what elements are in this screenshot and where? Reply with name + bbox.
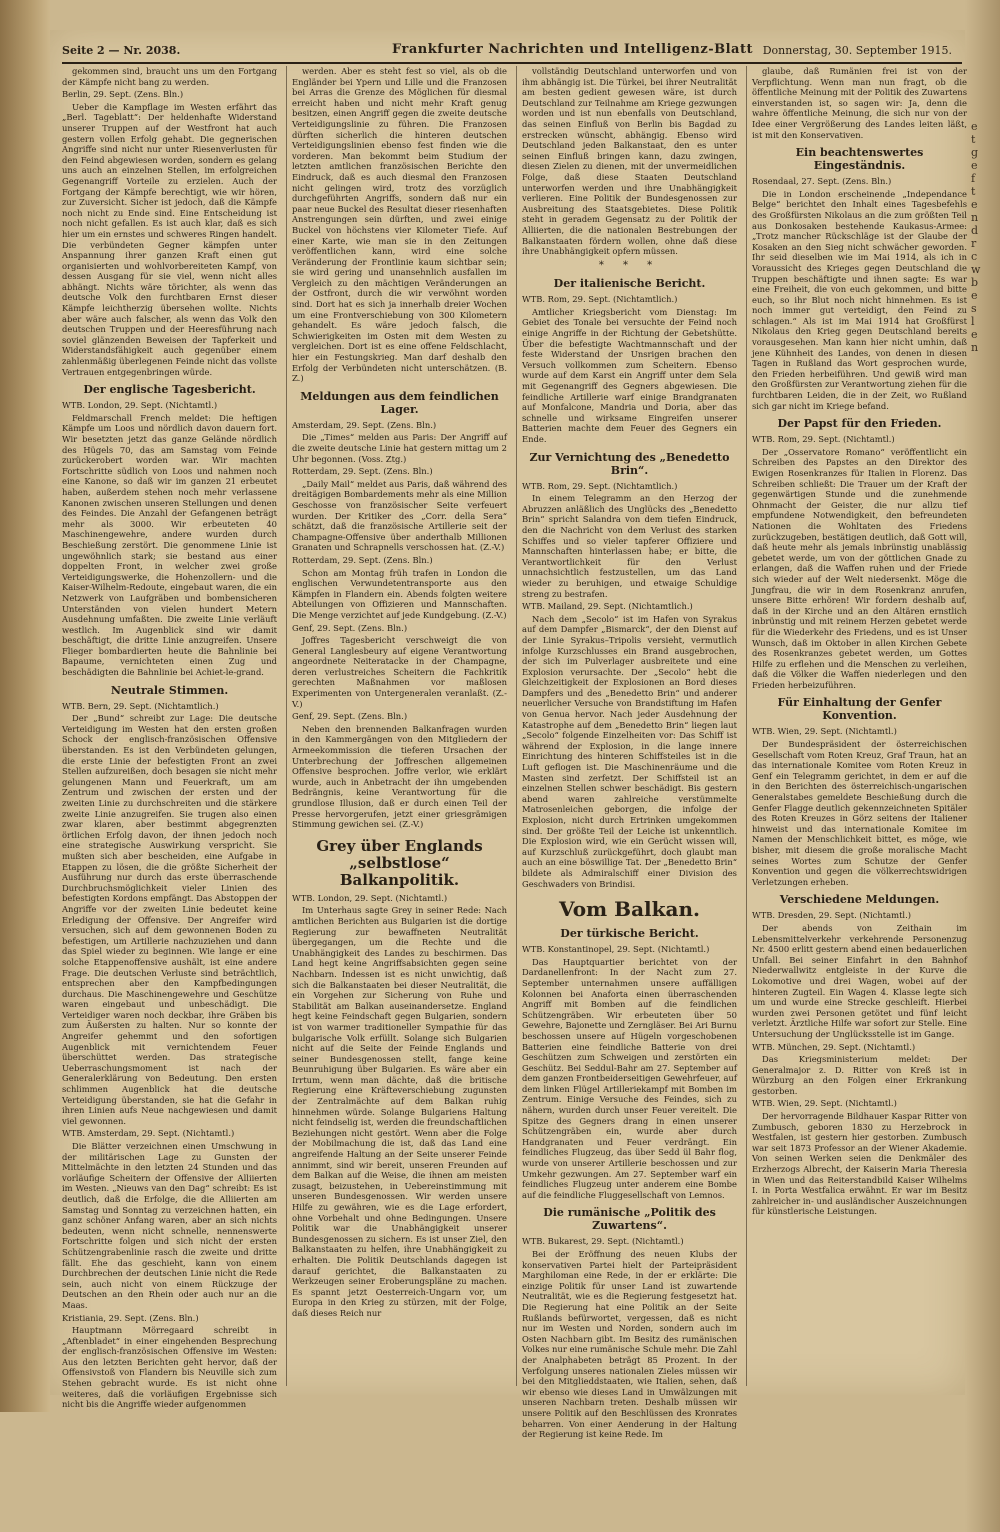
separator-stars: * * *: [598, 259, 661, 271]
dateline: WTB. Dresden, 29. Sept. (Nichtamtl.): [752, 910, 912, 921]
dateline: WTB. Bukarest, 29. Sept. (Nichtamtl.): [522, 1236, 684, 1247]
article-paragraph: glaube, daß Rumänien frei ist von der Verpflichtung. Wenn man nun fragt, ob die öffentliche Meinung mit der Politik des Zuwartens einverstanden ist, so sagen wir: Ja, denn die wahre öffentliche Meinung, die sich nur von der Idee einer Vergrößerung des Landes leiten läßt, ist mit den Konservativen.: [752, 66, 967, 140]
major-headline: Grey über Englands „selbstlose“ Balkanpolitik.: [316, 836, 483, 889]
page-binding: [0, 0, 50, 1412]
dateline: Amsterdam, 29. Sept. (Zens. Bln.): [292, 419, 437, 430]
article-headline: Die rumänische „Politik des Zuwartens“.: [543, 1206, 716, 1233]
article-headline: Ein beachtenswertes Eingeständnis.: [795, 146, 924, 173]
column-rule: [746, 66, 747, 1386]
article-paragraph: In einem Telegramm an den Herzog der Abruzzen anläßlich des Unglücks des „Benedetto Brin“ spricht Salandra von dem tiefen Eindruck, den die Nachricht von dem Verlust des starken Schiffes und so vieler tapferer Offiziere und Mannschaften hinterlassen habe; er bitte, die Verantwortlichkeit für den Verlust unnachsichtlich festzustellen, um das Land wieder zu beruhigen, und etwaige Schuldige streng zu bestrafen.: [522, 493, 737, 599]
dateline: WTB. London, 29. Sept. (Nichtamtl.): [62, 400, 218, 411]
article-paragraph: Schon am Montag früh trafen in London die englischen Verwundetentransporte aus den Kämpfen in Flandern ein. Abends folgten weitere Abteilungen von Offizieren und Mannschaften. Die Menge verzichtet auf jede Kundgebung. (Z.-V.): [292, 567, 507, 620]
article-headline: Der Papst für den Frieden.: [777, 417, 942, 431]
dateline: Rotterdam, 29. Sept. (Zens. Bln.): [292, 554, 433, 565]
section-headline: Vom Balkan.: [559, 897, 700, 922]
dateline: WTB. München, 29. Sept. (Nichtamtl.): [752, 1041, 916, 1052]
article-paragraph: Der Bundespräsident der österreichischen Gesellschaft vom Roten Kreuz, Graf Traun, hat an das internationale Komitee vom Roten Kreuz in Genf ein Telegramm gerichtet, in dem er auf die in den Berichten des österreichisch-ungarischen Generalstabes gemeldete Beschießung durch die Genfer Flagge deutlich gekennzeichneten Spitäler des Roten Kreuzes in Görz seitens der Italiener hinweist und das internationale Komitee im Namen der Menschlichkeit bittet, es möge, wie bisher, mit diesem die große moralische Macht seines Wortes zum Schutze der Genfer Konvention und gegen die völkerrechtswidrigen Verletzungen erheben.: [752, 739, 967, 887]
dateline: Kristiania, 29. Sept. (Zens. Bln.): [62, 1312, 199, 1323]
article-headline: Verschiedene Meldungen.: [779, 893, 940, 907]
article-paragraph: Feldmarschall French meldet: Die heftigen Kämpfe um Loos und nördlich davon dauern fort. Wir besetzten jetzt das ganze Gelände nördlich des Hügels 70, das am Samstag vom Feinde zurückerobert worden war. Wir machten Fortschritte südlich von Loos und nahmen noch eine Kanone, so daß wir im ganzen 21 erbeutet haben, außerdem stehen noch mehr verlassene Kanonen zwischen unseren Stellungen und denen des Feindes. Die Anzahl der Gefangenen beträgt mehr als 3000. Wir erbeuteten 40 Maschinengewehre, andere wurden durch Beschießung zerstört. Die genommene Linie ist ungewöhnlich stark; sie bestand aus einer doppelten Front, in welcher zwei große Verteidigungswerke, die Hohenzollern- und die Kaiser-Wilhelm-Redoute, eingebaut waren, die ein Netzwerk von Laufgräben und bombensicheren Unterständen von vielen hundert Metern Ausdehnung umfaßten. Die zweite Linie verläuft westlich. Im Augenblick sind wir damit beschäftigt, die dritte Linie anzugreifen. Unsere Flieger bombardierten heute die Bahnlinie bei Bapaume, vernichteten einen Zug und beschädigten die Bahnlinie bei Achiet-le-grand.: [62, 412, 277, 678]
article-headline: Der italienische Bericht.: [553, 277, 706, 291]
article-paragraph: Die „Times“ melden aus Paris: Der Angriff auf die zweite deutsche Linie hat gestern mittag um 2 Uhr begonnen. (Voss. Ztg.): [292, 432, 507, 464]
dateline: Rosendaal, 27. Sept. (Zens. Bln.): [752, 176, 892, 187]
dateline: WTB. Wien, 29. Sept. (Nichtamtl.): [752, 1098, 897, 1109]
dateline: WTB. Rom, 29. Sept. (Nichtamtlich.): [522, 480, 678, 491]
article-headline: Zur Vernichtung des „Benedetto Brin“.: [529, 450, 730, 477]
dateline: Genf, 29. Sept. (Zens. Bln.): [292, 622, 408, 633]
dateline: WTB. London, 29. Sept. (Nichtamtl.): [292, 892, 448, 903]
article-paragraph: Nach dem „Secolo“ ist im Hafen von Syrakus auf dem Dampfer „Bismarck“, der den Dienst auf der Linie Syrakus–Tripolis versieht, vermutlich infolge Kurzschlusses ein Brand ausgebrochen, der sich im Pulverlager ausbreitete und eine Explosion verursachte. Der „Secolo“ hebt die Gleichzeitigkeit der Explosionen an Bord dieses Dampfers und des „Benedetto Brin“ und anderer neuerlicher Versuche von Brandstiftung im Hafen von Genua hervor. Nach jeder Ausdehnung der Katastrophe auf dem „Benedetto Brin“ liegen laut „Secolo“ folgende Einzelheiten vor: Das Schiff ist während der Explosion, in die lange innere Einrichtung des hinteren Schiffsteiles ist in die Luft geflogen ist. Die Maschinenräume und die Masten sind zerfetzt. Der Schiffsteil ist an einzelnen Stellen schwer beschädigt. Bis gestern abend waren zahlreiche verstümmelte Matrosenleichen geborgen, die infolge der Explosion, nicht durch Ertrinken umgekommen sind. Der größte Teil der Leiche ist unkenntlich. Die Explosion wird, wie ein Gerücht wissen will, auf Kurzschluß zurückgeführt, doch glaubt man auch an eine böswillige Tat. Der „Benedetto Brin“ bildete als Admiralschiff einer Division des Geschwaders von Brindisi.: [522, 613, 737, 889]
column-3: [522, 66, 737, 1440]
article-paragraph: Im Unterhaus sagte Grey in seiner Rede: Nach amtlichen Berichten aus Bulgarien ist die dortige Regierung zur bewaffneten Neutralität übergegangen, um die Rechte und die Unabhängigkeit des Landes zu beschirmen. Das Land hegt keine Angriffsabsichten gegen seine Nachbarn. Indessen ist es nicht unwichtig, daß sich die Balkanstaaten bei dieser Neutralität, die ein Vorgehen zur Sicherung von Ruhe und Stabilität am Balkan auseinandersetze. England hegt keine Feindschaft gegen Bulgarien, sondern ist von warmer traditioneller Sympathie für das bulgarische Volk erfüllt. Solange sich Bulgarien nicht auf die Seite der Feinde Englands und seiner Bundesgenossen stellt, fange keine Beunruhigung über Bulgarien. Es wäre aber ein Irrtum, wenn man dächte, daß die britische Regierung eine Kräfteverschiebung zugunsten der Zentralmächte auf dem Balkan ruhig hinnehmen würde. Solange Bulgariens Haltung nicht feindselig ist, werden die freundschaftlichen Beziehungen nicht gestört. Wenn aber die Folge der Mobilmachung die ist, daß das Land eine angreifende Haltung an der Seite unserer Feinde annimmt, sind wir bereit, unseren Freunden auf dem Balkan auf die Weise, die ihnen am meisten zusagt, beizustehen, in Uebereinstimmung mit unseren Bundesgenossen. Wir werden unsere Hilfe zu gewähren, wie es die Lage erfordert, ohne Vorbehalt und ohne Bedingungen. Unsere Politik war die Unabhängigkeit unserer Bundesgenossen zu sichern. Es ist unser Ziel, den Balkanstaaten zu helfen, ihre Unabhängigkeit zu erhalten. Die Politik Deutschlands dagegen ist darauf gerichtet, die Balkanstaaten zu Werkzeugen seiner Eroberungspläne zu machen. Es spannt jetzt Oesterreich-Ungarn vor, um Europa in den Krieg zu stürzen, mit der Folge, daß dieses Reich nur: [292, 905, 507, 1318]
edge-fragment-letter: w: [971, 263, 981, 276]
article-paragraph: Der abends von Zeithain im Lebensmittelverkehr verkehrende Personenzug Nr. 4500 erlitt gestern abend einen bedauerlichen Unfall. Bei seiner Einfahrt in den Bahnhof Niederwallwitz entgleiste in der Kurve die Lokomotive und drei Wagen, wobei auf der hinteren Zugteil. Ein Wagen 4. Klasse legte sich um und wurde eine Strecke geschleift. Hierbei wurden zwei Personen getötet und fünf leicht verletzt. Ärztliche Hilfe war sofort zur Stelle. Eine Untersuchung der Unglücksstelle ist im Gange.: [752, 922, 967, 1039]
dateline: WTB. Rom, 29. Sept. (Nichtamtlich.): [522, 294, 678, 305]
edge-fragment-letter: d: [971, 224, 979, 237]
article-headline: Meldungen aus dem feindlichen Lager.: [300, 389, 499, 416]
article-paragraph: Hauptmann Mörregaard schreibt in „Aftenbladet“ in einer eingehenden Besprechung der englisch-französischen Offensive im Westen: Aus den letzten Berichten geht hervor, daß der Offensivstoß von Flandern bis Neuville sich zum Stehen gebracht wurde. Es ist nicht ohne weiteres, daß die vorläufigen Ergebnisse sich nicht bis die Angriffe wieder aufgenommen: [62, 1325, 277, 1410]
article-headline: Der englische Tagesbericht.: [83, 383, 256, 397]
article-headline: Für Einhaltung der Genfer Konvention.: [777, 696, 942, 723]
dateline: WTB. Amsterdam, 29. Sept. (Nichtamtl.): [62, 1128, 235, 1139]
article-paragraph: Der „Osservatore Romano“ veröffentlicht ein Schreiben des Papstes an den Direktor des Ewigen Rosenkranzes für Italien in Florenz. Das Schreiben schließt: Die Trauer um der Kraft der gegenwärtigen Stunde und die zunehmende Ohnmacht der Geister, die nur allzu tief empfundene Notwendigkeit, den befreundeten Nationen die Wohltaten des Friedens zurückzugeben, bestätigen deutlich, daß Gott will, daß heute mehr als jemals inbrünstig unablässig gebetet werde, um von der göttlichen Gnade zu erlangen, daß die Waffen ruhen und der Friede sich wieder auf der Welt niedersenkt. Möge die Jungfrau, die wir in dem Rosenkranz anrufen, unsere Bitte erhören! Wir fordern deshalb auf, daß in der Kirche und an den Altären ernstlich inbrünstig und mit reinem Herzen gebetet werde für die Wiederkehr des Friedens, und es ist Unser Wunsch, daß im Oktober in allen Kirchen Gebete des Rosenkranzes gebetet werden, um Gottes Hilfe zu erflehen und die Menschen zu verleihen, daß die Völker die Waffen niederlegen und den Frieden herbeizuführen.: [752, 446, 967, 690]
edge-fragment-letter: t: [971, 133, 976, 146]
article-paragraph: Das Hauptquartier berichtet von der Dardanellenfront: In der Nacht zum 27. September unternahmen unsere auffälligen Kolonnen bei Anaforta einen überraschenden Angriff mit Bomben auf die feindlichen Schützengräben. Wir erbeuteten über 50 Gewehre, Bajonette und Zerngläser. Bei Ari Burnu beschossen unsere auf Hügeln vorgeschobenen Batterien eine feindliche Batterie von drei Geschützen zum Schweigen und zerstörten ein Geschütz. Bei Seddul-Bahr am 27. September auf dem ganzen Frontbeiderseitigen Gewehrfeuer, auf dem linken Flügel Artilleriekampf mit Bomben im Zentrum. Einige Versuche des Feindes, sich zu nähern, wurden durch unser Feuer vereitelt. Die Spitze des Gegners drang in einen unserer Schützengräben ein, wurde aber durch Handgranaten und Feuer verdrängt. Ein feindliches Flugzeug, das über Sedd ül Bahr flog, wurde von unserer Artillerie beschossen und zur Umkehr gezwungen. Am 27. September warf ein feindliches Flugzeug unter anderem eine Bombe auf die feindliche Fluggesellschaft von Lemnos.: [522, 956, 737, 1200]
article-paragraph: Joffres Tagesbericht verschweigt die von General Langlesbeury auf eigene Verantwortung angeordnete Neiteratacke in der Champagne, deren verlustreiches Scheitern die Fachkritik gerechten Maßnahmen vor maßlosen Experimenten von Untergeneralen veranlaßt. (Z.-V.): [292, 635, 507, 709]
column-2: [292, 66, 507, 1386]
dateline: Rotterdam, 29. Sept. (Zens. Bln.): [292, 466, 433, 477]
edge-fragment-letter: e: [971, 289, 978, 302]
edge-fragment-letter: e: [971, 120, 978, 133]
newspaper-title: Frankfurter Nachrichten und Intelligenz-Blatt: [392, 42, 753, 57]
article-paragraph: Bei der Eröffnung des neuen Klubs der konservativen Partei hielt der Parteipräsident Marghiloman eine Rede, in der er erklärte: Die einzige Politik für unser Land ist zuwartende Neutralität, wie es die Regierung festgesetzt hat. Die Regierung hat eine Politik an der Seite Rußlands befürwortet, vergessen, daß es nicht nur im Westen und Norden, sondern auch im Osten Nachbarn gibt. Im Besitz des rumänischen Volkes nur eine rumänische Schule mehr. Die Zahl der Analphabeten beträgt 85 Prozent. In der Verfolgung unseres nationalen Zieles müssen wir bei den Mitglieddstaaten, wie Italien, sehen, daß wir ebenso wie dieses Land in Umwälzungen mit unseren Nachbarn treten. Deshalb müssen wir unsere Politik auf den Beschlüssen des Kronrates beharren. Von einer Aenderung in der Haltung der Regierung ist keine Rede. Im: [522, 1249, 737, 1440]
article-paragraph: Der „Bund“ schreibt zur Lage: Die deutsche Verteidigung im Westen hat den ersten großen Schock der englisch-französischen Offensive überstanden. Es ist den Verbündeten gelungen, die erste Linie der befestigten Front an zwei Stellen aufzureißen, doch besagen sie nicht mehr gelungenen Mann und Feuerkraft, um am Zentrum und zwischen der ersten und der zweiten Linie zu durchschreiten und die stärkere zweite Linie anzugreifen. Sie trugen also einen zwar klaren, aber bestimmt abgegrenzten örtlichen Erfolg davon, der ihnen jedoch noch eine strategische Auswirkung verspricht. Sie mußten sich aber bescheiden, eine Aufgabe in Etappen zu lösen, die die größte Sicherheit der Ausführung nur durch das erste überraschende Durchbruchsmöglichkeit vieler Linien des befestigten Kordons empfängt. Das Abstoppen der Angriffe vor der zweiten Linie bedeutet keine Erledigung der Offensive. Der Angreifer wird versuchen, sich auf dem gewonnenen Boden zu befestigen, um Artillerie nachzuziehen und dann das Spiel wieder zu beginnen. Wie lange er eine solche Etappenoffensive aushält, ist eine andere Frage. Die deutschen Verluste sind beträchtlich, entsprechen aber den Kampfbedingungen durchaus. Die Maschinengewehre und Geschütze waren eingebaut und unbeschädigt. Die Verteidiger waren noch deckbar, ihre Gräben bis zum Äußersten zu halten. Nur so konnte der Angreifer gehemmt und den sofortigen Augenblick mit vernichtendem Feuer überschüttet werden. Das strategische Ueberraschungsmoment ist nach der Generalerklärung von Bedeutung. Den ersten schlimmen Augenblick hat die deutsche Verteidigung überstanden, sie hat die Gefahr in ihren Linien aufs Neue nachgewiesen und damit viel gewonnen.: [62, 713, 277, 1126]
edge-fragment-letter: g: [971, 146, 979, 159]
edge-fragment-letter: l: [971, 315, 975, 328]
article-paragraph: Ueber die Kampflage im Westen erfährt das „Berl. Tageblatt“: Der heldenhafte Widerstand unserer Truppen auf der Westfront hat auch gestern vollen Erfolg gehabt. Die gegnerischen Angriffe sind nicht nur unter Riesenverlusten für den Feind abgewiesen worden, sondern es gelang uns auch an einzelnen Stellen, im erfolgreichen Gegenangriff Vorteile zu erzielen. Auch der Fortgang der Kämpfe berechtigt, wie wir hören, zur Zuversicht. Sicher ist jedoch, daß die Kämpfe noch nicht zu Ende sind. Eine Entscheidung ist noch nicht gefallen. Es ist auch klar, daß es sich hier um ein ernstes und schweres Ringen handelt. Die verbündeten Gegner kämpfen unter Anspannung ihrer ganzen Kraft einen gut organisierten und wohlvorbereiteten Kampf, von dessen Ausgang für sie viel, wenn nicht alles abhängt. Nichts wäre törichter, als wenn das deutsche Volk den furchtbaren Ernst dieser Kämpfe leichtherzig übersehen wollte. Nichts aber wäre auch falscher, als wenn das Volk den deutschen Truppen und der Heeresführung nach soviel glänzenden Beweisen der Tapferkeit und Widerstandsfähigkeit auch gegenüber einem zahlenmäßig überlegenen Feinde nicht das vollste Vertrauen entgegenbringen würde.: [62, 101, 277, 377]
article-paragraph: Das Kriegsministerium meldet: Der Generalmajor z. D. Ritter von Kreß ist in Würzburg an den Folgen einer Erkrankung gestorben.: [752, 1054, 967, 1096]
article-paragraph: vollständig Deutschland unterworfen und von ihm abhängig ist. Die Türkei, bei ihrer Neutralität am besten gedient gewesen wäre, ist durch Deutschland zur Teilnahme am Kriege gezwungen worden und ist nun ebenfalls von Deutschland, das seinen Einfluß von Berlin bis Bagdad zu erstrecken wünscht, abhängig. Ebenso wird Deutschland jeden Balkanstaat, den es unter seinen Einfluß bringen kann, dazu zwingen, diesen Zielen zu dienen, mit der unvermeidlichen Folge, daß diese Staaten Deutschland unterworfen werden und ihre Unabhängigkeit verlieren. Eine Politik der Bundesgenossen zur Ausbreitung des Staatsgebietes. Diese Politik steht in geradem Gegensatz zu der Politik der Alliierten, die die nationalen Bestrebungen der Balkanstaaten fördern wollen, ohne daß diese ihre Unabhängigkeit opfern müssen.: [522, 66, 737, 257]
dateline: WTB. Rom, 29. Sept. (Nichtamtl.): [752, 434, 895, 445]
article-paragraph: Die Blätter verzeichnen einen Umschwung in der militärischen Lage zu Gunsten der Mittelmächte in den letzten 24 Stunden und das vorläufige Scheitern der Offensive der Alliierten im Westen. „Nieuws van den Dag“ schreibt: Es ist deutlich, daß die Erfolge, die die Alliierten am Samstag und Sonntag zu verzeichnen hatten, ein ganz schöner Anfang waren, aber an sich nichts bedeuten, wenn nicht schnelle, nennenswerte Fortschritte folgen und sich nicht der ersten Schützengrabenlinie rasch die zweite und dritte fällt. Ehe das geschieht, kann von einem Durchbrechen der deutschen Linie nicht die Rede sein, auch nicht von einem Rückzuge der Deutschen an den Rhein oder auch nur an die Maas.: [62, 1141, 277, 1310]
dateline: Genf, 29. Sept. (Zens. Bln.): [292, 711, 408, 722]
page-number: Seite 2 — Nr. 2038.: [62, 44, 181, 57]
column-rule: [286, 66, 287, 1386]
masthead: [62, 40, 962, 64]
dateline: WTB. Bern, 29. Sept. (Nichtamtlich.): [62, 700, 219, 711]
article-paragraph: gekommen sind, braucht uns um den Fortgang der Kämpfe nicht bang zu werden.: [62, 66, 277, 87]
edge-fragment-letter: n: [971, 341, 979, 354]
edge-fragment-letter: s: [971, 302, 977, 315]
article-paragraph: „Daily Mail“ meldet aus Paris, daß während des dreitägigen Bombardements mehr als eine Million Geschosse von französischer Seite verfeuert wurden. Der Kritiker des „Corr. della Sera“ schätzt, daß die französische Artillerie seit der Champagne-Offensive über anderthalb Millionen Granaten und Schrapnells verschossen hat. (Z.-V.): [292, 478, 507, 553]
adjacent-page-edge: [965, 0, 1000, 1532]
article-paragraph: Amtlicher Kriegsbericht vom Dienstag: Im Gebiet des Tonale bei versuchte der Feind noch einige Angriffe in der Richtung der Gebetshütte. Über die befestigte Wachtmannschaft und der feste Widerstand der Unsrigen brachen den Versuch vollkommen zum Scheitern. Ebenso wurde auf dem Karst ein Angriff unter dem Sela mit Gegenangriff des Gegners abgewiesen. Die feindliche Artillerie warf einige Brandgranaten auf Monfalcone, Mandria und Doria, aber das schnelle und wirksame Eingreifen unserer Batterien machte dem Feuer des Gegners ein Ende.: [522, 306, 737, 444]
dateline: WTB. Mailand, 29. Sept. (Nichtamtlich.): [522, 601, 693, 612]
article-paragraph: Die in London erscheinende „Independance Belge“ berichtet den Inhalt eines Tagesbefehls des Großfürsten Nikolaus an die zum größten Teil aus Donkosaken bestehende Kaukasus-Armee: „Trotz mancher Rückschläge ist der Glaube der Kosaken an den Sieg nicht schwächer geworden. Ihr seid dieselben wie im Mai 1914, als ich in Voraussicht des Krieges gegen Deutschland die Truppen beschäftigte und ihnen sagte: Es war eine Freiheit, die von euch gekommen, und bitte euch, so ihr Blut noch nicht hinnehmen. Es ist noch immer gut verteidigt, den Feind zu schlagen.“ Als ist im Mai 1914 hat Großfürst Nikolaus den Krieg gegen Deutschland bereits vorausgesehen. Man kann hier nicht umhin, daß jene Kühnheit des Landes, von denen in diesen Tagen in Rußland das Wort gesprochen wurde, den Frieden herbeiführen. Und gewiß wird man den Großfürsten zur Verantwortung ziehen für die furchtbaren Leiden, die in der Zeit, wo Rußland sich gar nicht im Kriege befand.: [752, 188, 967, 411]
edge-fragment-letter: b: [971, 276, 979, 289]
article-paragraph: werden. Aber es steht fest so viel, als ob die Engländer bei Ypern und Lille und die Franzosen bei Arras die Grenze des Möglichen für diesmal erreicht haben und nicht mehr Kraft genug besitzen, einen Angriff gegen die zweite deutsche Verteidigungslinie zu führen. Die Franzosen dürften sicherlich die hinteren deutschen Verteidigungslinien ebenso fest finden wie die vorderen. Man bekommt beim Studium der letzten amtlichen französischen Berichte den Eindruck, daß es auch diesmal den Franzosen nicht gelingen wird, trotz des vorzüglich durchgeführten Angriffs, sondern daß nur ein paar neue Buckel des Resultat dieser riesenhaften Anstrengungen sein dürften, und zwei einige Buckel von höchstens vier Kilometer Tiefe. Auf einer Karte, wie man sie in den Zeitungen veröffentlichen kann, wird eine solche Veränderung der Frontlinie kaum sichtbar sein; sie wird gering und unansehnlich ausfallen im Vergleich zu den mächtigen Veränderungen an der Ostfront, durch die wir verwöhnt worden sind. Dort hat es sich ja innerhalb dreier Wochen um eine Frontverschiebung von 300 Kilometern gehandelt. Es wäre jedoch falsch, die Schwierigkeiten im Osten mit dem Westen zu vergleichen. Dort ist es eine offene Feldschlacht, hier ein Festungskrieg. Man darf deshalb den Erfolg der Verbündeten nicht unterschätzen. (B. Z.): [292, 66, 507, 384]
issue-date: Donnerstag, 30. September 1915.: [762, 44, 952, 57]
dateline: WTB. Konstantinopel, 29. Sept. (Nichtamtl.): [522, 944, 710, 955]
edge-fragment-letter: e: [971, 159, 978, 172]
article-paragraph: Neben den brennenden Balkanfragen wurden in den Kammergängen von den Mitgliedern der Armeekommission die tieferen Ursachen der Unterbrechung der Joffreschen allgemeinen Offensive besprochen. Joffre verlor, wie erklärt wurde, auch in Anbetracht der ihn umgebenden Bedrängnis, keine Verantwortung für die grundlose Illusion, daß er durch einen Teil der Presse hervorgerufen, jetzt einer griesgrämigen Stimmung gewichen sei. (Z.-V.): [292, 723, 507, 830]
column-1: [62, 66, 277, 1410]
article-headline: Neutrale Stimmen.: [110, 683, 229, 697]
edge-fragment-letter: t: [971, 185, 976, 198]
column-4: [752, 66, 967, 1386]
article-headline: Der türkische Bericht.: [560, 927, 699, 941]
edge-fragment-letter: e: [971, 198, 978, 211]
column-rule: [516, 66, 517, 1386]
edge-fragment-letter: c: [971, 250, 978, 263]
dateline: WTB. Wien, 29. Sept. (Nichtamtl.): [752, 726, 897, 737]
dateline: Berlin, 29. Sept. (Zens. Bln.): [62, 89, 184, 100]
article-columns: [62, 66, 967, 1440]
edge-fragment-letter: e: [971, 328, 978, 341]
edge-fragment-letter: f: [971, 172, 976, 185]
edge-fragment-letter: n: [971, 211, 979, 224]
edge-fragment-letter: r: [971, 237, 977, 250]
article-paragraph: Der hervorragende Bildhauer Kaspar Ritter von Zumbusch, geboren 1830 zu Herzebrock in Westfalen, ist gestern hier gestorben. Zumbusch war seit 1873 Professor an der Wiener Akademie. Von seinen Werken seien die Denkmäler des Erzherzogs Albrecht, der Kaiserin Maria Theresia in Wien und das Reiterstandbild Kaiser Wilhelms I. in Porta Westfalica erwähnt. Er war im Besitz zahlreicher in- und ausländischer Auszeichnungen für künstlerische Leistungen.: [752, 1111, 967, 1217]
